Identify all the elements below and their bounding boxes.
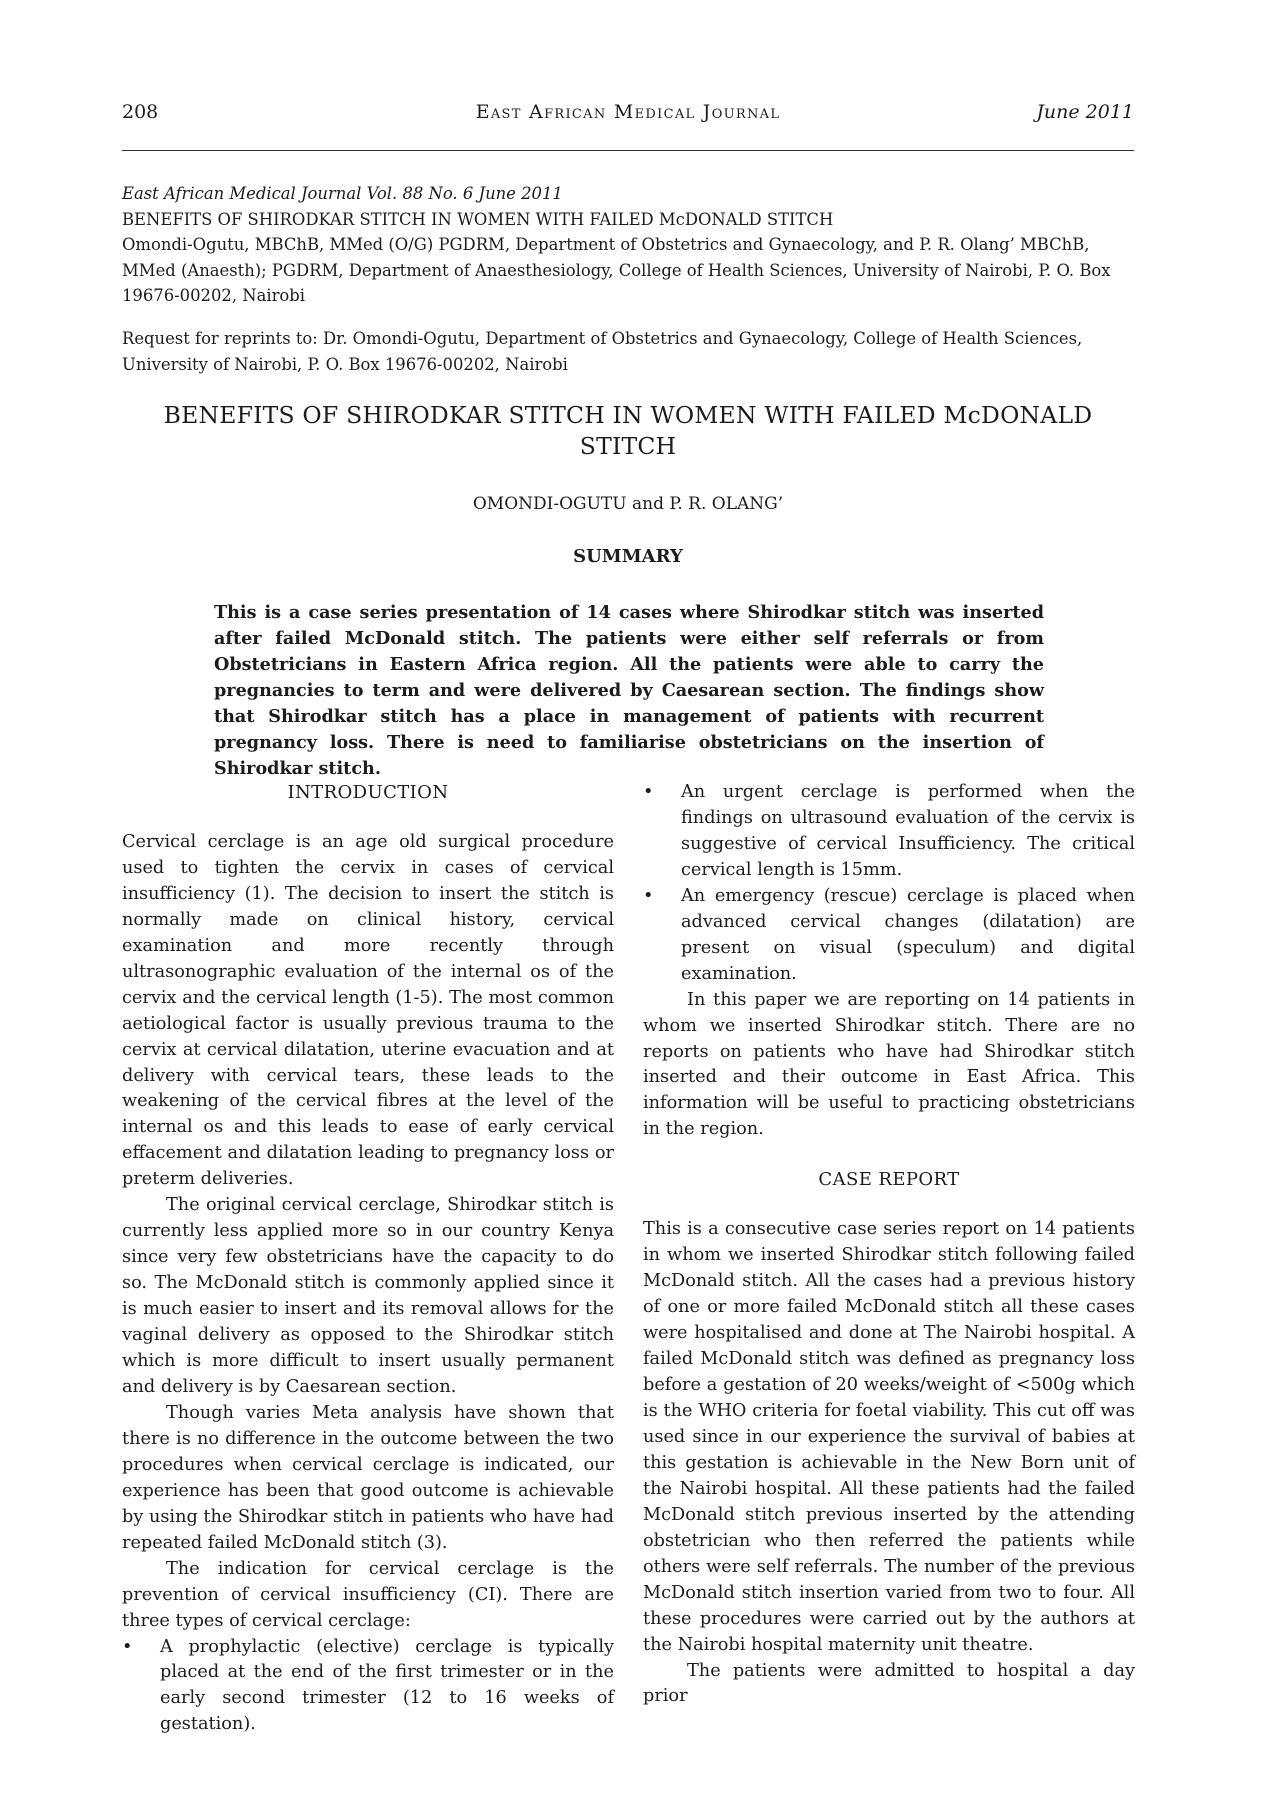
bullet-icon: • xyxy=(643,885,654,906)
bullet-icon: • xyxy=(122,1636,133,1657)
journal-name: East African Medical Journal xyxy=(475,101,781,123)
right-column xyxy=(643,780,1135,1710)
intro-paragraph: Cervical cerclage is an age old surgical procedure used to tighten the cervix in cases of cervical insufficiency (1). The decision to insert the stitch is normally made on clinical history, cervical examination and more recently through ultrasonographic evaluation of the internal os of the cervix and the cervical length (1-5). The most common aetiological factor is usually previous trauma to the cervix at cervical dilatation, uterine evacuation and at delivery with cervical tears, these leads to the weakening of the cervical fibres at the level of the internal os and this leads to ease of early cervical effacement and dilatation leading to pregnancy loss or preterm deliveries. xyxy=(122,831,614,1190)
short-title: BENEFITS OF SHIRODKAR STITCH IN WOMEN WITH FAILED McDONALD STITCH xyxy=(122,209,834,229)
intro-paragraph: The original cervical cerclage, Shirodkar stitch is currently less applied more so in our country Kenya since very few obstetricians have the capacity to do so. The McDonald stitch is commonly applied since it is much easier to insert and its removal allows for the vaginal delivery as opposed to the Shirodkar stitch which is more difficult to insert usually permanent and delivery is by Caesarean section. xyxy=(122,1195,614,1397)
issue-date: June 2011 xyxy=(1036,101,1134,123)
bullet-icon: • xyxy=(643,782,654,802)
journal-citation: East African Medical Journal Vol. 88 No. 6 June 2011 xyxy=(122,184,563,203)
header-rule xyxy=(122,150,1134,151)
reprint-request: Request for reprints to: Dr. Omondi-Ogutu, Department of Obstetrics and Gynaecology, College of Health Sciences, University of Nairobi, P. O. Box 19676-00202, Nairobi xyxy=(122,328,1083,374)
intro-paragraph: Though varies Meta analysis have shown that there is no difference in the outcome between the two procedures when cervical cerclage is indicated, our experience has been that good outcome is achievable by using the Shirodkar stitch in patients who have had repeated failed McDonald stitch (3). xyxy=(122,1402,614,1553)
left-column xyxy=(122,780,614,1738)
list-item: • A prophylactic (elective) cerclage is typically placed at the end of the first trimester or in the early second trimester (12 to 16 weeks of gestation). xyxy=(122,1636,614,1735)
case-paragraph: This is a consecutive case series report on 14 patients in whom we inserted Shirodkar stitch following failed McDonald stitch. All the cases had a previous history of one or more failed McDonald stitch all these cases were hospitalised and done at The Nairobi hospital. A failed McDonald stitch was defined as pregnancy loss before a gestation of 20 weeks/weight of <500g which is the WHO criteria for foetal viability. This cut off was used since in our experience the survival of babies at this gestation is achievable in the New Born unit of the Nairobi hospital. All these patients had the failed McDonald stitch previous inserted by the attending obstetrician who then referred the patients while others were self referrals. The number of the previous McDonald stitch insertion varied from two to four. All these procedures were carried out by the authors at the Nairobi hospital maternity unit theatre. xyxy=(643,1219,1135,1655)
list-item: • An urgent cerclage is performed when the findings on ultrasound evaluation of the cervix is suggestive of cervical Insufficiency. The critical cervical length is 15mm. xyxy=(643,782,1135,880)
intro-closing-paragraph: In this paper we are reporting on 14 patients in whom we inserted Shirodkar stitch. There are no reports on patients who have had Shirodkar stitch inserted and their outcome in East Africa. This information will be useful to practicing obstetricians in the region. xyxy=(643,989,1135,1140)
article-authors: OMONDI-OGUTU and P. R. OLANG’ xyxy=(472,494,784,514)
intro-paragraph: The indication for cervical cerclage is the prevention of cervical insufficiency (CI). There are three types of cervical cerclage: xyxy=(122,1558,614,1631)
list-item: • An emergency (rescue) cerclage is placed when advanced cervical changes (dilatation) are present on visual (speculum) and digital examination. xyxy=(643,885,1135,984)
summary-text: This is a case series presentation of 14 cases where Shirodkar stitch was inserted after failed McDonald stitch. The patients were either self referrals or from Obstetricians in Eastern Africa region. All the patients were able to carry the pregnancies to term and were delivered by Caesarean section. The findings show that Shirodkar stitch has a place in management of patients with recurrent pregnancy loss. There is need to familiarise obstetricians on the insertion of Shirodkar stitch. xyxy=(214,602,1044,779)
summary-heading: SUMMARY xyxy=(573,546,683,567)
introduction-heading: INTRODUCTION xyxy=(287,782,449,803)
author-affiliations: Omondi-Ogutu, MBChB, MMed (O/G) PGDRM, Department of Obstetrics and Gynaecology, and P. R. Olang’ MBChB, MMed (Anaesth); PGDRM, Department of Anaesthesiology, College of Health Sciences, University of Nairobi, P. O. Box 19676-00202, Nairobi xyxy=(122,235,1111,306)
article-title: BENEFITS OF SHIRODKAR STITCH IN WOMEN WITH FAILED McDONALD STITCH xyxy=(163,401,1093,460)
cerclage-types-list xyxy=(122,1635,614,1739)
page-number: 208 xyxy=(122,101,159,123)
page-header xyxy=(122,101,1134,131)
case-report-heading: CASE REPORT xyxy=(818,1169,960,1191)
cerclage-types-list-continued xyxy=(643,780,1135,988)
front-matter xyxy=(122,181,1134,377)
case-paragraph: The patients were admitted to hospital a day prior xyxy=(643,1660,1135,1707)
